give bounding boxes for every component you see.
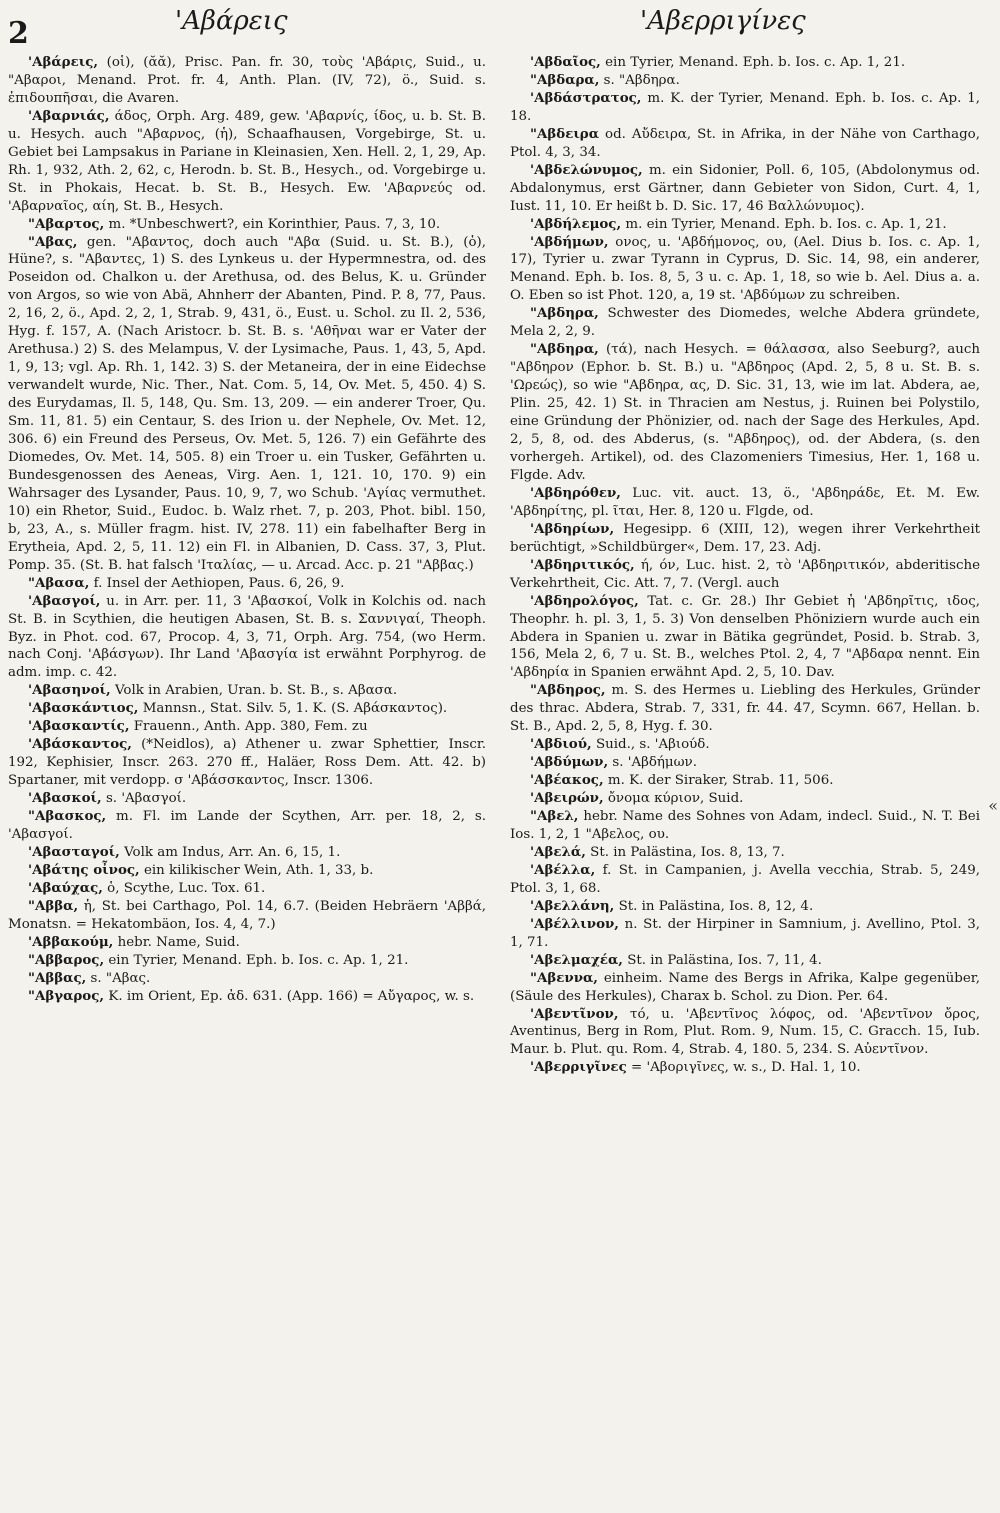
entry-lemma: "Αβας, (28, 233, 78, 250)
dictionary-entry (510, 1059, 980, 1077)
dictionary-entry (8, 970, 486, 988)
entry-lemma: 'Αβασκάντιος, (28, 700, 139, 717)
dictionary-entry (510, 126, 980, 162)
right-column (510, 54, 980, 1077)
entry-definition: s. "Αβδηρα. (603, 72, 680, 88)
dictionary-entry (510, 90, 980, 126)
entry-definition: St. in Palästina, Ios. 8, 12, 4. (618, 898, 814, 914)
dictionary-entry (8, 898, 486, 934)
entry-definition: Tat. c. Gr. 28.) Ihr Gebiet ἡ 'Αβδηρῖτις, ιδος, Theophr. h. pl. 3, 1, 5. 3) Von denselben Phöniziern wurde auch ein Abdera in Spanien u. zwar in Bätika gegründet, Posid. b. Strab. 3, 156, Mela 2, 6, 7 u. St. B., welches Ptol. 2, 4, 7 "Αβδαρα nennt. Ein 'Αβδηρία in Spanien erwähnt Apd. 2, 5, 10. Dav. (510, 593, 980, 681)
dictionary-entry (510, 736, 980, 754)
entry-definition: m. *Unbeschwert?, ein Korinthier, Paus. 7, 3, 10. (108, 216, 441, 232)
entry-definition: ή, όν, Luc. hist. 2, τὸ 'Αβδηριτικόν, abderitische Verkehrtheit, Cic. Att. 7, 7. (Vergl. auch (510, 557, 980, 591)
entry-definition: m. K. der Tyrier, Menand. Eph. b. Ios. c. Ap. 1, 18. (510, 90, 980, 124)
entry-lemma: 'Αβδιού, (530, 736, 592, 753)
entry-definition: St. in Palästina, Ios. 7, 11, 4. (627, 952, 822, 968)
dictionary-entry (8, 844, 486, 862)
dictionary-entry (510, 521, 980, 557)
entry-lemma: "Αβδηρα, (530, 305, 599, 322)
entry-lemma: 'Αβελλάνη, (530, 897, 615, 914)
entry-definition: m. Fl. im Lande der Scythen, Arr. per. 18, 2, s. 'Αβασγοί. (8, 809, 486, 842)
entry-lemma: "Αβγαρος, (28, 987, 105, 1004)
entry-definition: ὁ, Scythe, Luc. Tox. 61. (107, 880, 266, 896)
dictionary-entry (8, 718, 486, 736)
entry-lemma: 'Αβδελώνυμος, (530, 161, 643, 178)
entry-definition: Frauenn., Anth. App. 380, Fem. zu (133, 719, 368, 735)
entry-lemma: 'Αβδήλεμος, (530, 215, 622, 232)
entry-definition: St. in Palästina, Ios. 8, 13, 7. (590, 844, 785, 860)
entry-lemma: 'Αβάσκαντος, (28, 736, 132, 753)
entry-lemma: 'Αβέακος, (530, 772, 604, 789)
entry-definition: ein kilikischer Wein, Ath. 1, 33, b. (143, 862, 374, 878)
dictionary-entry (8, 108, 486, 216)
entry-definition: (*Neidlos), a) Athener u. zwar Sphettier, Inscr. 192, Kephisier, Inscr. 263. 270 ff., Haläer, Ross Dem. Att. 42. b) Spartaner, mit verdopp. σ 'Αβάσσκαντος, Inscr. 1306. (8, 737, 486, 789)
dictionary-entry (510, 808, 980, 844)
entry-definition: Mannsn., Stat. Silv. 5, 1. K. (S. Αβάσκαντος). (142, 701, 448, 717)
entry-lemma: 'Αβαρνιάς, (28, 107, 110, 124)
entry-lemma: "Αβδειρα (530, 125, 600, 142)
entry-lemma: 'Αβαύχας, (28, 879, 103, 896)
entry-lemma: 'Αβέλλα, (530, 861, 596, 878)
dictionary-entry (510, 593, 980, 683)
entry-definition: n. St. der Hirpiner in Samnium, j. Avellino, Ptol. 3, 1, 71. (510, 916, 980, 950)
entry-definition: ὄνομα κύριον, Suid. (607, 791, 744, 807)
entry-lemma: 'Αβάτης οἶνος, (28, 861, 140, 878)
dictionary-entry (8, 593, 486, 683)
dictionary-entry (510, 952, 980, 970)
entry-definition: Suid., s. 'Αβιούδ. (595, 737, 710, 753)
entry-definition: Schwester des Diomedes, welche Abdera gründete, Mela 2, 2, 9. (510, 306, 980, 340)
dictionary-entry (8, 736, 486, 790)
dictionary-entry (510, 790, 980, 808)
entry-lemma: "Αβελ, (530, 808, 579, 825)
entry-definition: gen. "Αβαντος, doch auch "Αβα (Suid. u. St. B.), (ὁ), Hüne?, s. "Αβαντες, 1) S. des Lynkeus u. der Hypermnestra, od. des Poseidon od. Chalkon u. der Arethusa, od. des Belus, K. u. Gründer von Argos, so wie von Abä, Ahnherr der Abanten, Pind. P. 8, 77, Paus. 2, 16, 2, ö., Apd. 2, 2, 1, Strab. 9, 431, ö., Eust. u. Schol. zu Il. 2, 536, Hyg. f. 157, A. (Nach Aristocr. b. St. B. s. 'Αθῆναι war er Vater der Arethusa.) 2) S. des Melampus, V. der Lysimache, Paus. 1, 43, 5, Apd. 1, 9, 13; vgl. Ap. Rh. 1, 142. 3) S. der Metaneira, der in eine Eidechse verwandelt wurde, Nic. Ther., Nat. Com. 5, 14, Ov. Met. 5, 450. 4) S. des Eurydamas, Il. 5, 148, Qu. Sm. 13, 209. — ein anderer Troer, Qu. Sm. 11, 81. 5) ein Centaur, S. des Irion u. der Nephele, Ov. Met. 12, 306. 6) ein Freund des Perseus, Ov. Met. 5, 126. 7) ein Gefährte des Diomedes, Ov. Met. 14, 505. 8) ein Troer u. ein Tusker, Gefährten u. Bundesgenossen des Aeneas, Virg. Aen. 1, 121. 10, 170. 9) ein Wahrsager des Lysander, Paus. 10, 9, 7, wo Schub. 'Αγίας vermuthet. 10) ein Rhetor, Suid., Eudoc. b. Walz rhet. 7, p. 203, Phot. bibl. 150, b, 23, A., s. Müller fragm. hist. IV, 278. 11) ein fabelhafter Berg in Erytheia, Apd. 2, 5, 11. 12) ein Fl. in Albanien, D. Cass. 37, 3, Plut. Pomp. 35. (St. B. hat falsch 'Ιταλίας, — u. Arcad. Acc. p. 21 "Αββας.) (8, 234, 486, 573)
entry-lemma: "Αβαρτος, (28, 215, 105, 232)
dictionary-entry (510, 916, 980, 952)
entry-definition: m. S. des Hermes u. Liebling des Herkules, Gründer des thrac. Abdera, Strab. 7, 331, fr. 44. 47, Scymn. 667, Hellan. b. St. B., Apd. 2, 5, 8, Hyg. f. 30. (510, 683, 980, 735)
dictionary-entry (8, 952, 486, 970)
entry-lemma: 'Αβασταγοί, (28, 843, 120, 860)
entry-lemma: "Αβεννα, (530, 969, 598, 986)
dictionary-entry (8, 575, 486, 593)
entry-definition: ἡ, St. bei Carthago, Pol. 14, 6.7. (Beiden Hebräern 'Αββά, Monatsn. = Hekatombäon, Ios. 4, 4, 7.) (8, 898, 486, 932)
entry-lemma: "Αββαρος, (28, 951, 105, 968)
dictionary-entry (8, 682, 486, 700)
margin-mark: « (988, 796, 998, 815)
entry-lemma: 'Αβασηνοί, (28, 682, 111, 699)
running-head-left: 'Αβάρεις (175, 6, 288, 36)
entry-lemma: "Αββας, (28, 969, 87, 986)
dictionary-entry (8, 934, 486, 952)
dictionary-entry (8, 700, 486, 718)
entry-definition: u. in Arr. per. 11, 3 'Αβασκοί, Volk in Kolchis od. nach St. B. in Scythien, die heutigen Abasen, St. B. s. Σαννιγαί, Theoph. Byz. in Phot. cod. 67, Procop. 4, 3, 71, Orph. Arg. 754, (wo Herm. nach Conj. 'Αβάσγων). Ihr Land 'Αβασγία ist erwähnt Porphyrog. de adm. imp. c. 42. (8, 593, 486, 681)
entry-definition: (οἱ), (ᾰᾰ), Prisc. Pan. fr. 30, τοὺς 'Αβάρις, Suid., u. "Αβαροι, Menand. Prot. fr. 4, Anth. Plan. (IV, 72), ö., Suid. s. ἐπιδουπῆσαι, die Avaren. (8, 55, 486, 106)
dictionary-entry (510, 216, 980, 234)
entry-definition: ονος, u. 'Αβδήμονος, ου, (Ael. Dius b. Ios. c. Ap. 1, 17), Tyrier u. zwar Tyrann in Cyprus, D. Sic. 14, 98, ein anderer, Menand. Eph. b. Ios. 8, 5, 3 u. c. Ap. 1, 18, so wie b. Ael. Dius a. a. O. Eben so ist Phot. 120, a, 19 st. 'Αβδύμων zu schreiben. (510, 234, 980, 304)
entry-lemma: 'Αβδηρόθεν, (530, 484, 621, 501)
entry-definition: hebr. Name, Suid. (117, 934, 240, 950)
entry-definition: τό, u. 'Αβεντῖνος λόφος, od. 'Αβεντῖνον ὄρος, Aventinus, Berg in Rom, Plut. Rom. 9, Num. 15, C. Gracch. 15, Iub. Maur. b. Plut. qu. Rom. 4, Strab. 4, 180. 5, 234. S. Αὐεντῖνον. (510, 1006, 980, 1058)
entry-lemma: 'Αβερριγῖνες (530, 1059, 627, 1076)
entry-definition: einheim. Name des Bergs in Afrika, Kalpe gegenüber, (Säule des Herkules), Charax b. Schol. zu Dion. Per. 64. (510, 970, 980, 1004)
entry-definition: s. 'Αβδήμων. (612, 755, 697, 771)
dictionary-entry (510, 754, 980, 772)
dictionary-entry (510, 557, 980, 593)
entry-lemma: "Αβασα, (28, 574, 90, 591)
dictionary-entry (510, 234, 980, 306)
entry-definition: s. 'Αβασγοί. (105, 791, 187, 807)
dictionary-entry (8, 234, 486, 575)
entry-lemma: 'Αβδηριτικός, (530, 556, 635, 573)
entry-lemma: "Αβδηρα, (530, 341, 599, 358)
entry-definition: Volk in Arabien, Uran. b. St. B., s. Αβασα. (114, 683, 398, 699)
entry-lemma: "Αβδηρος, (530, 682, 606, 699)
dictionary-entry (510, 162, 980, 216)
entry-lemma: 'Αβδηρίων, (530, 520, 615, 537)
entry-lemma: 'Αβασκαντίς, (28, 718, 130, 735)
entry-definition: f. St. in Campanien, j. Avella vecchia, Strab. 5, 249, Ptol. 3, 1, 68. (510, 862, 980, 896)
entry-lemma: 'Αβδάστρατος, (530, 89, 642, 106)
entry-lemma: "Αβασκος, (28, 808, 107, 825)
dictionary-entry (510, 844, 980, 862)
entry-definition: = 'Αβοριγῖνες, w. s., D. Hal. 1, 10. (630, 1060, 861, 1076)
entry-lemma: 'Αβάρεις, (28, 54, 99, 70)
dictionary-entry (510, 970, 980, 1006)
entry-lemma: 'Αβδηρολόγος, (530, 592, 639, 609)
dictionary-entry (8, 862, 486, 880)
entry-definition: Volk am Indus, Arr. An. 6, 15, 1. (124, 844, 341, 860)
dictionary-entry (510, 485, 980, 521)
entry-definition: ein Tyrier, Menand. Eph. b. Ios. c. Ap. 1, 21. (108, 952, 409, 968)
entry-lemma: 'Αβειρών, (530, 790, 604, 807)
dictionary-entry (510, 898, 980, 916)
entry-definition: hebr. Name des Sohnes von Adam, indecl. Suid., N. T. Bei Ios. 1, 2, 1 "Αβελος, ου. (510, 809, 980, 842)
entry-definition: Luc. vit. auct. 13, ö., 'Αβδηράδε, Et. M. Ew. 'Αβδηρίτης, pl. ῖται, Her. 8, 120 u. Flgde, od. (510, 485, 980, 519)
entry-definition: m. K. der Siraker, Strab. 11, 506. (607, 773, 834, 789)
dictionary-entry (510, 72, 980, 90)
dictionary-entry (8, 54, 486, 108)
entry-definition: Hegesipp. 6 (XIII, 12), wegen ihrer Verkehrtheit berüchtigt, »Schildbürger«, Dem. 17, 23. Adj. (510, 521, 980, 555)
entry-definition: ein Tyrier, Menand. Eph. b. Ios. c. Ap. 1, 21. (605, 55, 906, 70)
dictionary-entry (510, 341, 980, 485)
entry-definition: s. "Αβας. (90, 970, 151, 986)
entry-lemma: 'Αβδαῖος, (530, 54, 601, 70)
entry-lemma: "Αββα, (28, 897, 79, 914)
entry-lemma: 'Αβασκοί, (28, 790, 102, 807)
entry-lemma: 'Αβελά, (530, 843, 586, 860)
running-head-right: 'Αβερριγίνες (640, 6, 806, 36)
entry-definition: K. im Orient, Ep. ἀδ. 631. (App. 166) = Αὔγαρος, w. s. (108, 988, 475, 1004)
dictionary-entry (8, 808, 486, 844)
left-column (8, 54, 486, 1006)
dictionary-entry (510, 862, 980, 898)
dictionary-entry (8, 216, 486, 234)
dictionary-entry (510, 1006, 980, 1060)
entry-definition: (τά), nach Hesych. = θάλασσα, also Seeburg?, auch "Αβδηρον (Ephor. b. St. B.) u. "Αβδηρος (Apd. 2, 5, 8 u. St. B. s. 'Ωρεώς), so wie "Αβδηρα, ας, D. Sic. 31, 13, wie im lat. Abdera, ae, Plin. 25, 42. 1) St. in Thracien am Nestus, j. Ruinen bei Polystilo, eine Gründung der Phönizier, od. nach der Sage des Herkules, Apd. 2, 5, 8, od. des Abderus, (s. "Αβδηρος), od. der Abdera, (s. den vorhergeh. Artikel), od. des Clazomeniers Timesius, Her. 1, 168 u. Flgde. Adv. (510, 342, 981, 483)
entry-definition: f. Insel der Aethiopen, Paus. 6, 26, 9. (93, 575, 345, 591)
entry-lemma: 'Αβέλλινον, (530, 915, 619, 932)
entry-definition: m. ein Tyrier, Menand. Eph. b. Ios. c. Ap. 1, 21. (625, 216, 947, 232)
entry-definition: άδος, Orph. Arg. 489, gew. 'Αβαρνίς, ίδος, u. b. St. B. u. Hesych. auch "Αβαρνος, (ἡ), Schaafhausen, Vorgebirge, St. u. Gebiet bei Lampsakus in Pariane in Kleinasien, Xen. Hell. 2, 1, 29, Ap. Rh. 1, 932, Ath. 2, 62, c, Herodn. b. St. B., Hesych., od. Vorgebirge u. St. in Phokais, Hecat. b. St. B., Hesych. Ew. 'Αβαρνεύς od. 'Αβαρναῖος, αίη, St. B., Hesych. (8, 108, 486, 214)
entry-lemma: 'Αββακούμ, (28, 933, 114, 950)
entry-definition: m. ein Sidonier, Poll. 6, 105, (Abdolonymus od. Abdalonymus, erst Gärtner, dann Gebieter von Sidon, Curt. 4, 1, Iust. 11, 10. Er heißt b. D. Sic. 17, 46 Βαλλώνυμος). (510, 162, 980, 214)
dictionary-entry (510, 54, 980, 72)
entry-lemma: 'Αβεντῖνον, (530, 1005, 619, 1022)
dictionary-entry (8, 880, 486, 898)
entry-lemma: 'Αβδύμων, (530, 754, 609, 771)
entry-lemma: 'Αβδήμων, (530, 233, 609, 250)
dictionary-entry (510, 305, 980, 341)
dictionary-entry (510, 682, 980, 736)
dictionary-entry (510, 772, 980, 790)
dictionary-entry (8, 988, 486, 1006)
entry-lemma: "Αβδαρα, (530, 71, 600, 88)
page-number: 2 (8, 16, 29, 51)
entry-lemma: 'Αβασγοί, (28, 592, 101, 609)
dictionary-entry (8, 790, 486, 808)
entry-definition: od. Αὔδειρα, St. in Afrika, in der Nähe von Carthago, Ptol. 4, 3, 34. (510, 126, 981, 160)
entry-lemma: 'Αβελμαχέα, (530, 951, 623, 968)
